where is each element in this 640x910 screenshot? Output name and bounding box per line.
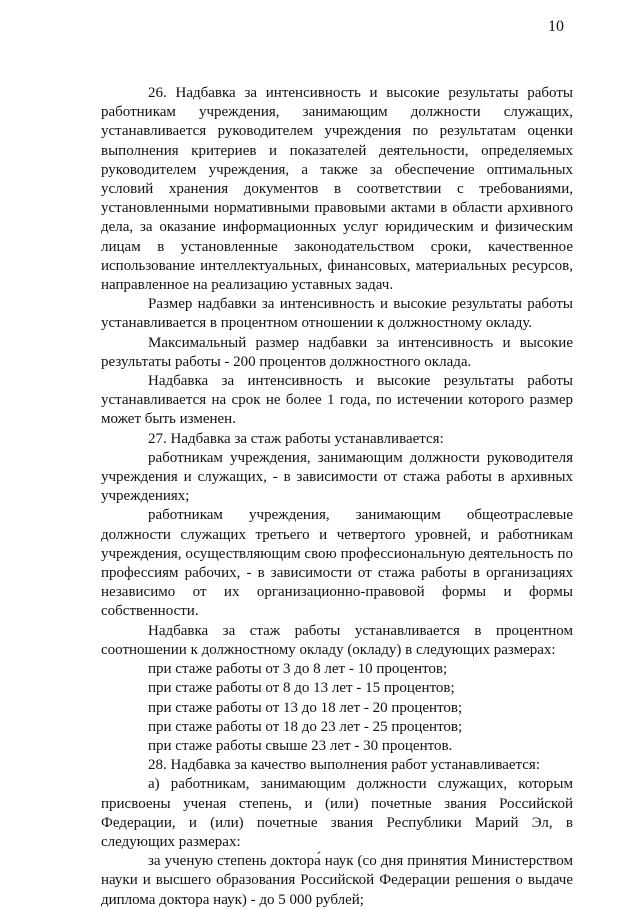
paragraph-27-managers: работникам учреждения, занимающим должности руководителя учреждения и служащих, - в зависимости от стажа работы в архивных учреждениях; [101,449,573,505]
list-item: при стаже работы от 18 до 23 лет - 25 процентов; [148,718,463,735]
list-item: при стаже работы от 8 до 13 лет - 15 процентов; [148,680,455,697]
paragraph-bonus-max: Максимальный размер надбавки за интенсивность и высокие результаты работы - 200 процентов должностного оклада. [101,334,573,370]
paragraph-27-rates-intro: Надбавка за стаж работы устанавливается в процентном соотношении к должностному окладу (окладу) в следующих размерах: [101,622,573,658]
paragraph-28: 28. Надбавка за качество выполнения работ устанавливается: [148,757,540,774]
document-body [101,84,573,910]
paragraph-27: 27. Надбавка за стаж работы устанавливается: [148,430,444,447]
paragraph-bonus-size: Размер надбавки за интенсивность и высокие результаты работы устанавливается в процентном отношении к должностному окладу. [101,296,573,332]
list-item: при стаже работы от 13 до 18 лет - 20 процентов; [148,699,463,716]
list-item: при стаже работы от 3 до 8 лет - 10 процентов; [148,661,448,678]
paragraph-27-general-staff: работникам учреждения, занимающим общеотраслевые должности служащих третьего и четвертого уровней, и работникам учреждения, осуществляющим свою профессиональную деятельность по профессиям рабочих, - в зависимости от стажа работы в организациях независимо от их организационно-правовой формы и формы собственности. [101,507,573,620]
paragraph-28-doctor-degree: за ученую степень доктора́ наук (со дня принятия Министерством науки и высшего образования Российской Федерации решения о выдаче диплома доктора наук) - до 5 000 рублей; [101,853,573,908]
list-item: при стаже работы свыше 23 лет - 30 процентов. [148,737,453,754]
paragraph-26: 26. Надбавка за интенсивность и высокие результаты работы работникам учреждения, занимающим должности служащих, устанавливается руководителем учреждения по результатам оценки выполнения критериев и показателей деятельности, определяемых руководителем учреждения, а также за обеспечение оптимальных условий хранения документов в соответствии с требованиями, установленными нормативными правовыми актами в области архивного дела, за оказание информационных услуг юридическим и физическим лицам в установленные законодательством сроки, качественное использование интеллектуальных, финансовых, материальных ресурсов, направленное на реализацию уставных задач. [101,85,573,294]
page-number: 10 [548,18,564,35]
paragraph-bonus-term: Надбавка за интенсивность и высокие результаты работы устанавливается на срок не более 1 года, по истечении которого размер может быть изменен. [101,373,573,428]
paragraph-28-a: а) работникам, занимающим должности служащих, которым присвоены ученая степень, и (или) почетные звания Российской Федерации, и (или) почетные звания Республики Марий Эл, в следующих размерах: [101,776,573,850]
